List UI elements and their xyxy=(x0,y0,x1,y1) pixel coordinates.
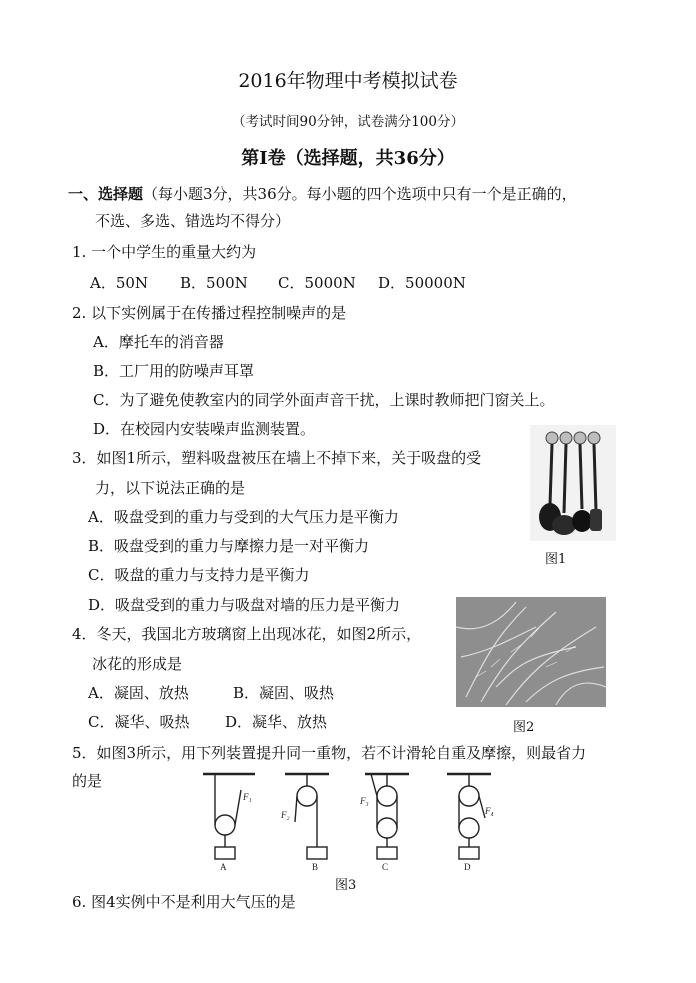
q2-option-d: D．在校园内安装噪声监测装置。 xyxy=(93,420,316,438)
exam-subtitle: （考试时间90分钟，试卷满分100分） xyxy=(232,114,464,130)
force-label-f3: F₃ xyxy=(360,796,369,806)
section-instructions: （每小题3分，共36分。每小题的四个选项中只有一个是正确的， xyxy=(143,185,577,203)
force-label-f4: F₄ xyxy=(485,806,494,816)
q2-option-a: A．摩托车的消音器 xyxy=(93,333,224,351)
figure-2-ice-flower-photo xyxy=(456,597,606,707)
q4-stem-cont: 冰花的形成是 xyxy=(92,655,183,673)
section-instructions-cont: 不选、多选、错选均不得分） xyxy=(95,212,291,230)
q5-stem: 5．如图3所示，用下列装置提升同一重物，若不计滑轮自重及摩擦，则最省力 xyxy=(72,744,587,762)
q1-option-d: D．50000N xyxy=(378,274,466,292)
section-label: 一、选择题 xyxy=(68,185,144,203)
q4-option-d: D．凝华、放热 xyxy=(225,713,328,731)
q1-stem: 1. 一个中学生的重量大约为 xyxy=(72,243,257,261)
q1-option-c: C．5000N xyxy=(278,274,356,292)
q3-option-a: A．吸盘受到的重力与受到的大气压力是平衡力 xyxy=(88,508,399,526)
exam-title: 2016年物理中考模拟试卷 xyxy=(238,70,458,92)
force-label-f2: F₂ xyxy=(281,810,290,820)
q6-stem: 6. 图4实例中不是利用大气压的是 xyxy=(72,893,296,911)
pulley-label-b: B xyxy=(312,862,319,872)
q3-option-c: C．吸盘的重力与支持力是平衡力 xyxy=(88,566,310,584)
q2-option-c: C．为了避免使教室内的同学外面声音干扰，上课时教师把门窗关上。 xyxy=(93,391,555,409)
q5-stem-cont: 的是 xyxy=(72,772,103,790)
q3-stem-cont: 力，以下说法正确的是 xyxy=(95,479,246,497)
q4-option-c: C．凝华、吸热 xyxy=(88,713,190,731)
q2-stem: 2. 以下实例属于在传播过程控制噪声的是 xyxy=(72,304,347,322)
figure-2-caption: 图2 xyxy=(513,720,535,735)
q3-option-d: D．吸盘受到的重力与吸盘对墙的压力是平衡力 xyxy=(88,596,401,614)
q4-stem: 4．冬天，我国北方玻璃窗上出现冰花，如图2所示， xyxy=(72,625,422,643)
q2-option-b: B．工厂用的防噪声耳罩 xyxy=(93,362,255,380)
force-label-f1: F₁ xyxy=(243,792,252,802)
figure-3-pulley-diagram xyxy=(195,770,510,876)
q4-option-b: B．凝固、吸热 xyxy=(233,684,335,702)
figure-1-suction-cup-photo xyxy=(530,425,616,541)
q1-option-a: A．50N xyxy=(90,274,149,292)
pulley-label-c: C xyxy=(382,862,389,872)
q4-option-a: A．凝固、放热 xyxy=(88,684,189,702)
figure-1-caption: 图1 xyxy=(545,552,567,567)
pulley-label-a: A xyxy=(220,862,227,872)
section-header xyxy=(68,183,577,204)
figure-3-caption: 图3 xyxy=(335,878,357,893)
q3-option-b: B．吸盘受到的重力与摩擦力是一对平衡力 xyxy=(88,537,370,555)
q1-option-b: B．500N xyxy=(180,274,248,292)
pulley-label-d: D xyxy=(464,862,471,872)
part-title: 第Ⅰ卷（选择题，共36分） xyxy=(241,148,455,169)
q3-stem: 3．如图1所示，塑料吸盘被压在墙上不掉下来，关于吸盘的受 xyxy=(72,449,482,467)
